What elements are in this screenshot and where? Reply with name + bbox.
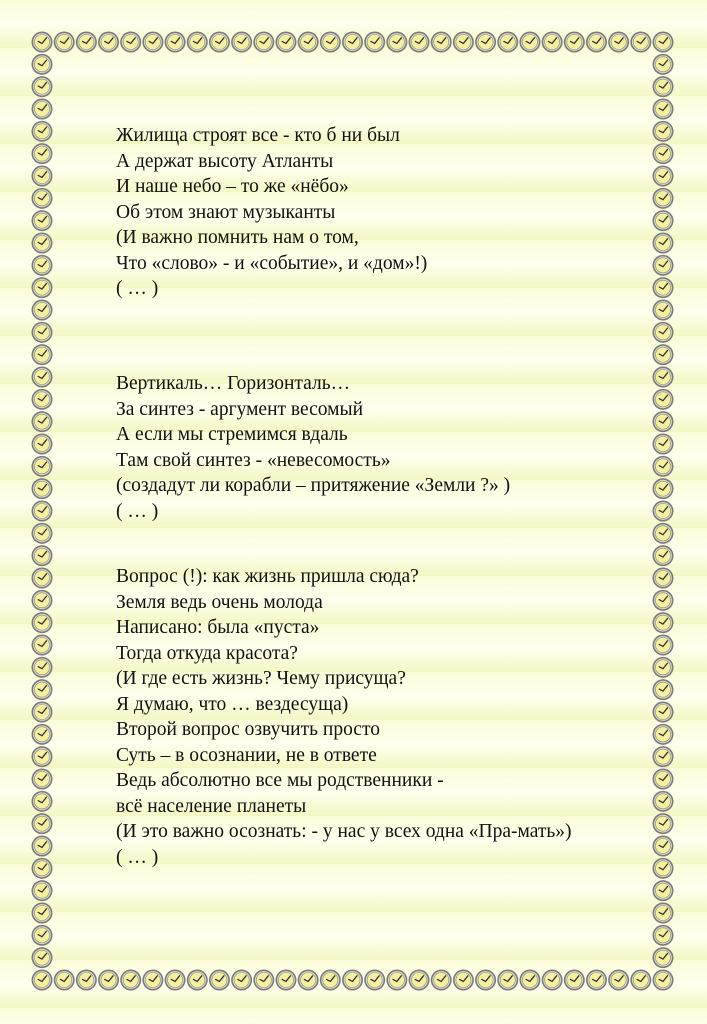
clock-icon bbox=[32, 657, 53, 678]
clock-icon bbox=[32, 76, 53, 97]
clock-icon bbox=[253, 32, 274, 53]
clock-icon bbox=[653, 277, 674, 298]
clock-icon bbox=[32, 456, 53, 477]
clock-icon bbox=[453, 970, 474, 991]
clock-icon bbox=[32, 702, 53, 723]
poem-line: За синтез - аргумент весомый bbox=[116, 398, 364, 420]
clock-icon bbox=[653, 411, 674, 432]
clock-icon bbox=[519, 970, 540, 991]
clock-icon bbox=[32, 434, 53, 455]
clock-icon bbox=[497, 970, 518, 991]
poem-line: Второй вопрос озвучить просто bbox=[116, 719, 380, 740]
clock-icon bbox=[653, 32, 674, 53]
clock-icon bbox=[320, 32, 341, 53]
clock-icon bbox=[653, 679, 674, 700]
clock-icon bbox=[32, 590, 53, 611]
clock-icon bbox=[32, 322, 53, 343]
clock-icon bbox=[342, 970, 363, 991]
clock-icon bbox=[32, 277, 53, 298]
clock-icon bbox=[32, 188, 53, 209]
clock-icon bbox=[653, 612, 674, 633]
clock-icon bbox=[32, 858, 53, 879]
clock-icon bbox=[653, 813, 674, 834]
poem-line: всё население планеты bbox=[116, 795, 307, 817]
clock-icon bbox=[586, 970, 607, 991]
clock-icon bbox=[653, 434, 674, 455]
clock-icon bbox=[120, 32, 141, 53]
clock-icon bbox=[653, 76, 674, 97]
clock-icon bbox=[475, 970, 496, 991]
clock-icon bbox=[298, 32, 319, 53]
stanza-2 bbox=[116, 371, 510, 524]
clock-icon bbox=[653, 367, 674, 388]
poem-line: Написано: была «пуста» bbox=[116, 617, 320, 638]
clock-icon bbox=[32, 54, 53, 75]
clock-icon bbox=[32, 679, 53, 700]
clock-icon bbox=[630, 970, 651, 991]
clock-icon bbox=[653, 188, 674, 209]
clock-icon bbox=[653, 143, 674, 164]
clock-icon bbox=[409, 32, 430, 53]
clock-icon bbox=[275, 32, 296, 53]
clock-icon bbox=[653, 791, 674, 812]
clock-icon bbox=[653, 478, 674, 499]
clock-icon bbox=[32, 121, 53, 142]
poem-line: Тогда откуда красота? bbox=[116, 642, 298, 664]
clock-icon bbox=[453, 32, 474, 53]
clock-icon bbox=[187, 970, 208, 991]
clock-icon bbox=[653, 746, 674, 767]
poem-line: (И где есть жизнь? Чему присуща? bbox=[116, 668, 406, 689]
clock-icon bbox=[32, 769, 53, 790]
clock-icon bbox=[653, 255, 674, 276]
clock-icon bbox=[409, 970, 430, 991]
clock-icon bbox=[76, 32, 97, 53]
poem-line: Там свой синтез - «невесомость» bbox=[116, 449, 391, 471]
clock-icon bbox=[32, 32, 53, 53]
poem-line: А держат высоту Атланты bbox=[116, 150, 334, 172]
clock-icon bbox=[54, 970, 75, 991]
poem-line: Что «слово» - и «событие», и «дом»!) bbox=[116, 252, 428, 274]
poem-line: Ведь абсолютно все мы родственники - bbox=[116, 770, 444, 791]
clock-icon bbox=[32, 501, 53, 522]
clock-icon bbox=[608, 32, 629, 53]
clock-icon bbox=[275, 970, 296, 991]
clock-icon bbox=[32, 300, 53, 321]
clock-icon bbox=[209, 970, 230, 991]
clock-icon bbox=[32, 523, 53, 544]
clock-icon bbox=[653, 925, 674, 946]
clock-icon bbox=[76, 970, 97, 991]
clock-icon bbox=[342, 32, 363, 53]
clock-icon bbox=[653, 54, 674, 75]
clock-icon bbox=[653, 322, 674, 343]
clock-icon bbox=[519, 32, 540, 53]
clock-icon bbox=[653, 880, 674, 901]
clock-icon bbox=[608, 970, 629, 991]
clock-icon bbox=[32, 791, 53, 812]
clock-icon bbox=[32, 880, 53, 901]
clock-icon bbox=[32, 947, 53, 968]
poem-line: Я думаю, что … вездесуща) bbox=[116, 693, 349, 715]
clock-icon bbox=[231, 970, 252, 991]
clock-icon bbox=[32, 210, 53, 231]
clock-icon bbox=[32, 970, 53, 991]
clock-icon bbox=[653, 724, 674, 745]
clock-icon bbox=[32, 724, 53, 745]
clock-icon bbox=[497, 32, 518, 53]
clock-icon bbox=[386, 32, 407, 53]
clock-icon bbox=[653, 456, 674, 477]
clock-icon bbox=[364, 970, 385, 991]
clock-icon bbox=[98, 970, 119, 991]
clock-icon bbox=[32, 545, 53, 566]
clock-icon bbox=[475, 32, 496, 53]
clock-icon bbox=[653, 858, 674, 879]
clock-icon bbox=[120, 970, 141, 991]
stanza-3 bbox=[116, 564, 572, 870]
clock-icon bbox=[653, 210, 674, 231]
poem-line: А если мы стремимся вдаль bbox=[116, 424, 348, 445]
clock-icon bbox=[32, 389, 53, 410]
clock-icon bbox=[32, 478, 53, 499]
clock-icon bbox=[253, 970, 274, 991]
clock-icon bbox=[32, 836, 53, 857]
clock-icon bbox=[142, 970, 163, 991]
poem-line: (И важно помнить нам о том, bbox=[116, 227, 359, 248]
clock-icon bbox=[32, 143, 53, 164]
poem-line: ( … ) bbox=[116, 278, 159, 299]
clock-icon bbox=[586, 32, 607, 53]
clock-icon bbox=[386, 970, 407, 991]
clock-icon bbox=[542, 32, 563, 53]
clock-icon bbox=[32, 746, 53, 767]
clock-icon bbox=[165, 970, 186, 991]
clock-icon bbox=[298, 970, 319, 991]
clock-icon bbox=[653, 545, 674, 566]
clock-icon bbox=[32, 903, 53, 924]
clock-icon bbox=[653, 657, 674, 678]
poem-line: (создадут ли корабли – притяжение «Земли ?» ) bbox=[116, 475, 511, 496]
clock-icon bbox=[32, 344, 53, 365]
clock-icon bbox=[165, 32, 186, 53]
clock-icon bbox=[653, 99, 674, 120]
clock-icon bbox=[653, 523, 674, 544]
clock-icon bbox=[653, 389, 674, 410]
clock-icon bbox=[653, 590, 674, 611]
poem-line: ( … ) bbox=[116, 500, 159, 522]
clock-icon bbox=[653, 635, 674, 656]
clock-icon bbox=[431, 32, 452, 53]
clock-icon bbox=[653, 769, 674, 790]
clock-icon bbox=[653, 121, 674, 142]
poem-line: Земля ведь очень молода bbox=[116, 591, 323, 613]
clock-icon bbox=[564, 32, 585, 53]
clock-icon bbox=[630, 32, 651, 53]
clock-icon bbox=[653, 947, 674, 968]
clock-icon bbox=[653, 300, 674, 321]
clock-icon bbox=[187, 32, 208, 53]
clock-icon bbox=[653, 702, 674, 723]
clock-icon bbox=[653, 233, 674, 254]
poem-line: Об этом знают музыканты bbox=[116, 201, 336, 223]
clock-icon bbox=[431, 970, 452, 991]
clock-icon bbox=[32, 99, 53, 120]
clock-icon bbox=[653, 970, 674, 991]
clock-icon bbox=[653, 903, 674, 924]
clock-icon bbox=[32, 367, 53, 388]
clock-icon bbox=[320, 970, 341, 991]
clock-icon bbox=[32, 568, 53, 589]
clock-icon bbox=[231, 32, 252, 53]
poem-line: Суть – в осознании, не в ответе bbox=[116, 744, 377, 766]
clock-icon bbox=[32, 813, 53, 834]
poem-line: Вопрос (!): как жизнь пришла сюда? bbox=[116, 566, 419, 587]
clock-icon bbox=[653, 501, 674, 522]
poem-line: Вертикаль… Горизонталь… bbox=[116, 373, 351, 394]
clock-icon bbox=[564, 970, 585, 991]
clock-icon bbox=[32, 255, 53, 276]
clock-icon bbox=[32, 925, 53, 946]
clock-icon bbox=[542, 970, 563, 991]
clock-icon bbox=[32, 411, 53, 432]
clock-icon bbox=[209, 32, 230, 53]
poem-line: Жилища строят все - кто б ни был bbox=[116, 125, 400, 146]
poem-line: ( … ) bbox=[116, 846, 159, 868]
clock-icon bbox=[54, 32, 75, 53]
clock-icon bbox=[653, 568, 674, 589]
clock-icon bbox=[364, 32, 385, 53]
poem-line: И наше небо – то же «нёбо» bbox=[116, 176, 349, 197]
clock-icon bbox=[653, 344, 674, 365]
clock-icon bbox=[653, 166, 674, 187]
clock-icon bbox=[653, 836, 674, 857]
clock-icon bbox=[142, 32, 163, 53]
clock-icon bbox=[32, 635, 53, 656]
clock-icon bbox=[32, 166, 53, 187]
clock-icon bbox=[32, 233, 53, 254]
clock-icon bbox=[98, 32, 119, 53]
poem-line: (И это важно осознать: - у нас у всех одна «Пра-мать») bbox=[116, 821, 572, 842]
clock-icon bbox=[32, 612, 53, 633]
stanza-1 bbox=[116, 123, 427, 302]
